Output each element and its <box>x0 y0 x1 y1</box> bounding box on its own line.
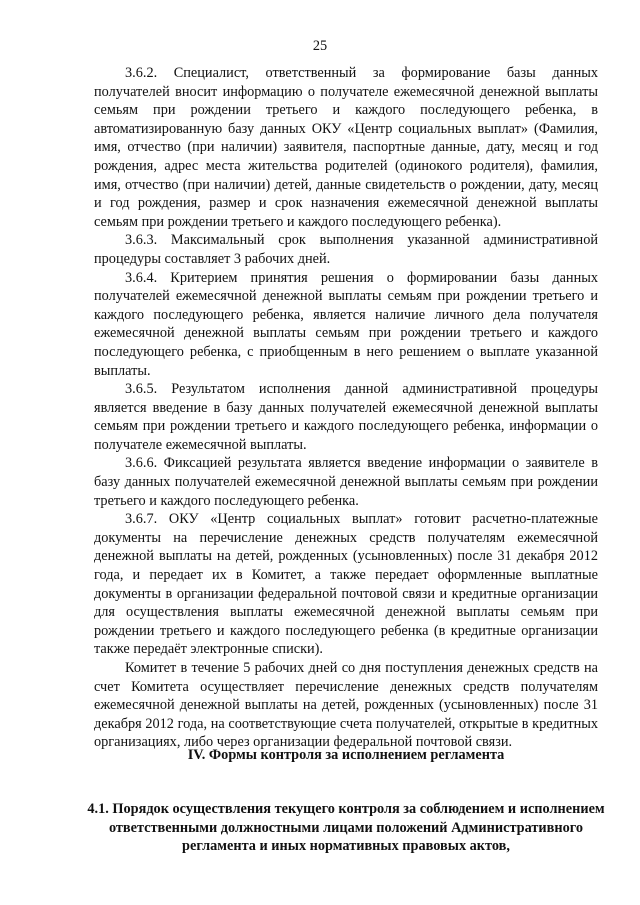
paragraph-3-6-3: 3.6.3. Максимальный срок выполнения указанной административной процедуры составляет 3 рабочих дней. <box>94 232 598 267</box>
document-body <box>94 64 598 752</box>
paragraph-3-6-7: 3.6.7. ОКУ «Центр социальных выплат» готовит расчетно-платежные документы на перечисление денежных средств получателям ежемесячной денежной выплаты на детей, рожденных (усыновленных) после 31 декабря 2012 года, и передает их в Комитет, а также передает оформленные выплатные документы в организации федеральной почтовой связи и кредитные организации для осуществления выплаты ежемесячной денежной выплаты семьям при рождении третьего и каждого последующего ребенка (в кредитные организации также передаёт электронные списки). <box>94 511 598 658</box>
page-number: 25 <box>312 38 328 54</box>
paragraph-3-6-4: 3.6.4. Критерием принятия решения о формировании базы данных получателей ежемесячной денежной выплаты семьям при рождении третьего и каждого последующего ребенка, является наличие личного дела получателя ежемесячной денежной выплаты семьям при рождении третьего и каждого последующего ребенка, с приобщенным в него решением о выплате указанной выплаты. <box>94 269 598 379</box>
subsection-heading: 4.1. Порядок осуществления текущего контроля за соблюдением и исполнением ответственными должностными лицами положений Административного регламента и иных нормативных правовых актов, <box>87 801 605 855</box>
paragraph-3-6-5: 3.6.5. Результатом исполнения данной административной процедуры является введение в базу данных получателей ежемесячной денежной выплаты семьям при рождении третьего и каждого последующего ребенка, информации о получателе ежемесячной выплаты. <box>94 381 598 453</box>
paragraph-3-6-6: 3.6.6. Фиксацией результата является введение информации о заявителе в базу данных получателей ежемесячной денежной выплаты семьям при рождении третьего и каждого последующего ребенка. <box>94 455 598 509</box>
section-heading: IV. Формы контроля за исполнением регламента <box>187 747 505 763</box>
paragraph-3-6-2: 3.6.2. Специалист, ответственный за формирование базы данных получателей вносит информацию о получателе ежемесячной денежной выплаты семьям при рождении третьего и каждого последующего ребенка, в автоматизированную базу данных ОКУ «Центр социальных выплат» (Фамилия, имя, отчество (при наличии) заявителя, паспортные данные, дату, месяц и год рождения, адрес места жительства родителей (одинокого родителя), фамилия, имя, отчество (при наличии) детей, данные свидетельств о рождении, дату, месяц и год рождения, размер и срок назначения ежемесячной денежной выплаты семьям при рождении третьего и каждого последующего ребенка). <box>94 65 598 230</box>
paragraph-committee-transfer: Комитет в течение 5 рабочих дней со дня поступления денежных средств на счет Комитета осуществляет перечисление денежных средств получателям ежемесячной денежной выплаты на детей, рожденных (усыновленных) после 31 декабря 2012 года, на соответствующие счета получателей, открытые в кредитных организациях, либо через организации федеральной почтовой связи. <box>94 660 598 751</box>
